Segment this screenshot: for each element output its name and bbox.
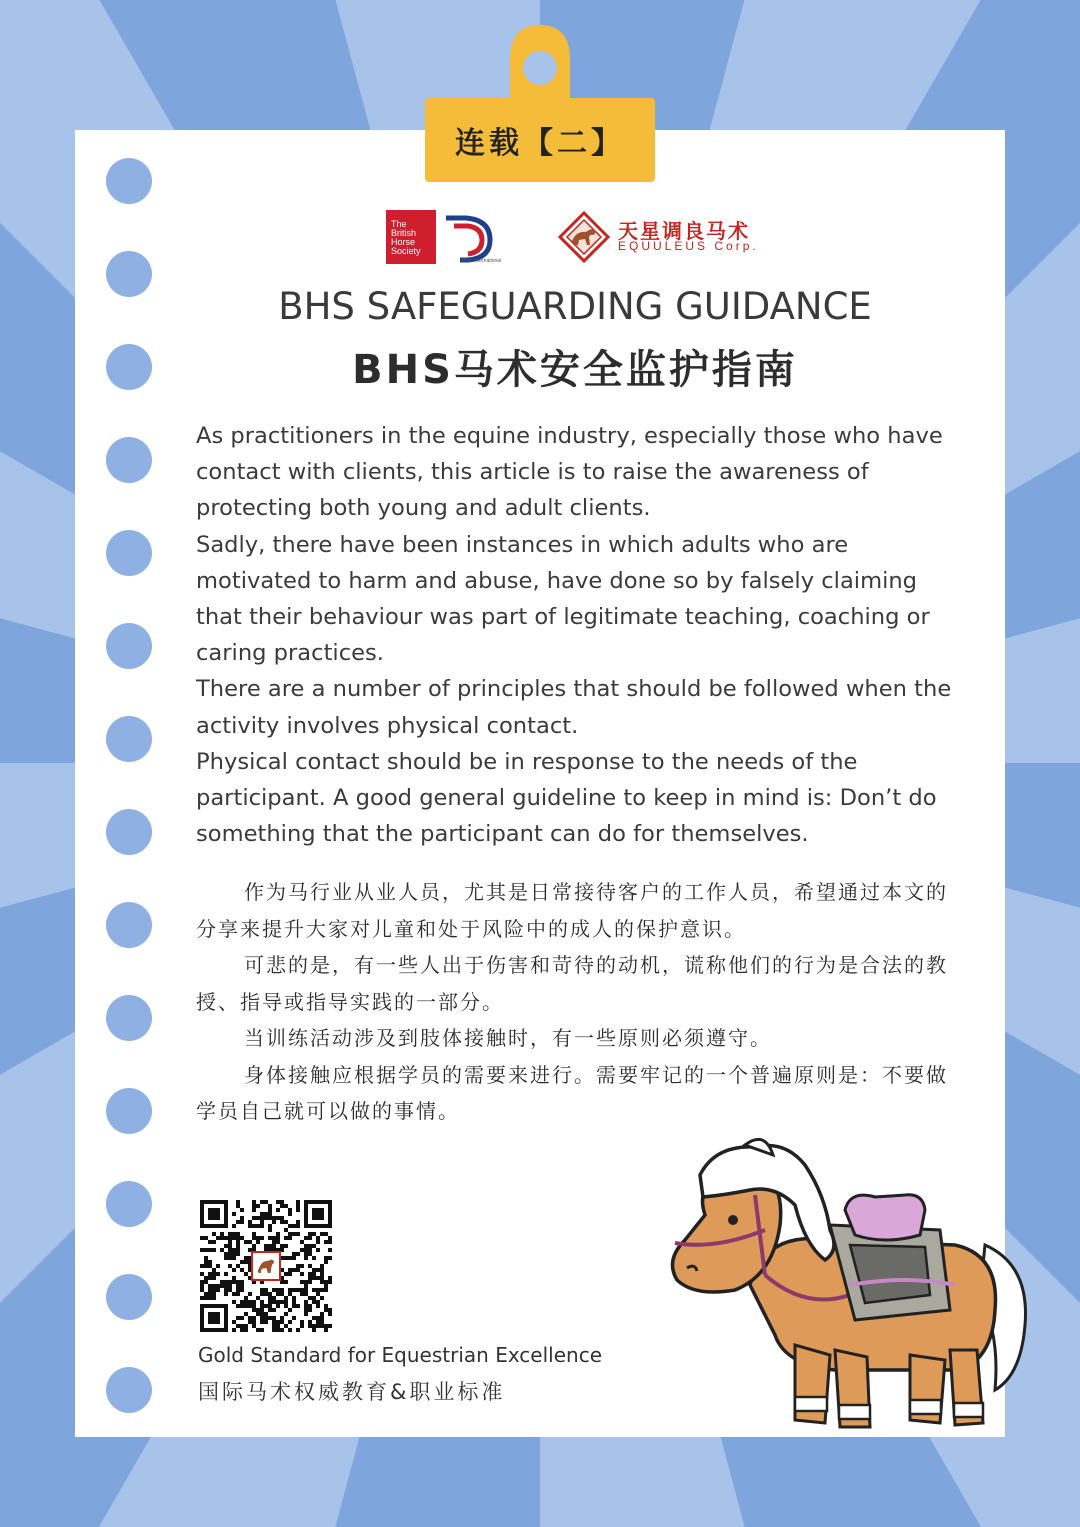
page-title-en: BHS SAFEGUARDING GUIDANCE — [278, 285, 872, 328]
series-banner — [425, 98, 655, 182]
binder-dot — [106, 809, 152, 855]
binder-dot — [106, 1274, 152, 1320]
qr-code[interactable] — [200, 1200, 332, 1332]
paragraph: There are a number of principles that should be followed when the activity involves physical contact. — [196, 676, 952, 739]
equuleus-cn-name: 天星调良马术 — [618, 219, 750, 243]
footer-slogan-en: Gold Standard for Equestrian Excellence — [198, 1343, 603, 1367]
footer-slogan-cn: 国际马术权威教育&职业标准 — [198, 1380, 506, 1404]
page-title-cn: BHS马术安全监护指南 — [352, 347, 798, 393]
paragraph: 当训练活动涉及到肢体接触时，有一些原则必须遵守。 — [244, 1026, 772, 1050]
binder-dot — [106, 995, 152, 1041]
bhs-international-logo — [440, 210, 502, 264]
binder-dot — [106, 716, 152, 762]
bhs-logo: The British Horse Society — [386, 210, 436, 264]
paragraph: Sadly, there have been instances in which adults who are motivated to harm and abuse, have done so by falsely claiming that their behaviour was part of legitimate teaching, coaching or caring practices. — [196, 531, 930, 667]
paragraph: As practitioners in the equine industry, especially those who have contact with clients, this article is to raise the awareness of protecting both young and adult clients. — [196, 423, 943, 522]
paragraph: Physical contact should be in response to the needs of the participant. A good general guideline to keep in mind is: Don’t do something that the participant can do for themselves. — [196, 748, 937, 848]
paragraph: 可悲的是，有一些人出于伤害和苛待的动机，谎称他们的行为是合法的教授、指导或指导实践的一部分。 — [196, 953, 948, 1014]
equuleus-emblem — [558, 211, 610, 263]
binder-dot — [106, 623, 152, 669]
chinese-body — [196, 874, 966, 1130]
binder-dot — [106, 1181, 152, 1227]
paragraph: 作为马行业从业人员，尤其是日常接待客户的工作人员，希望通过本文的分享来提升大家对儿童和处于风险中的成人的保护意识。 — [196, 880, 948, 941]
partner-logos — [380, 205, 780, 265]
equuleus-en-name: EQUULEUS Corp. — [618, 239, 759, 253]
paragraph: 身体接触应根据学员的需要来进行。需要牢记的一个普遍原则是：不要做学员自己就可以做的事情。 — [196, 1062, 948, 1123]
series-label: 连载【二】 — [455, 126, 625, 161]
pony-illustration — [655, 1135, 1035, 1445]
binder-dot — [106, 902, 152, 948]
bhs-intl-label: BHS International — [462, 258, 502, 264]
binder-dot — [106, 530, 152, 576]
binder-dot — [106, 1367, 152, 1413]
binder-dot — [106, 437, 152, 483]
english-body — [196, 418, 966, 852]
binder-dot — [106, 158, 152, 204]
binder-dot — [106, 1088, 152, 1134]
